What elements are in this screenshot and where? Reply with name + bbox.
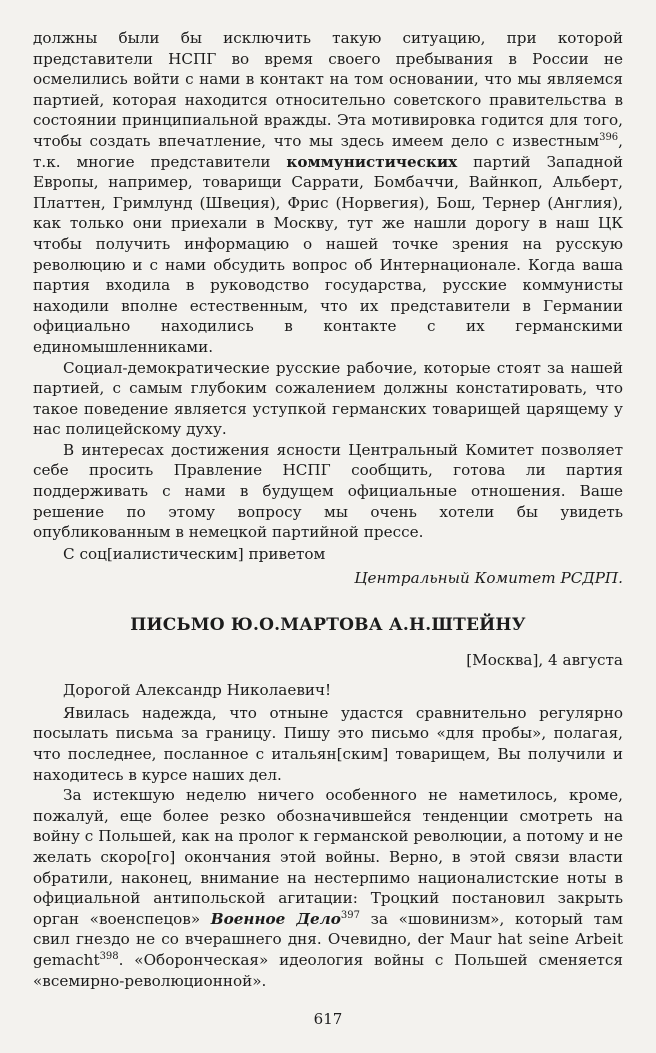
text-run: . «Оборонческая» идеология войны с Польшей сменяется «всемирно-революционной».: [33, 950, 623, 990]
footnote-ref-398[interactable]: 398: [99, 950, 119, 962]
dateline: [Москва], 4 августа: [466, 650, 623, 669]
paragraph-3: В интересах достижения ясности Центральный Комитет позволяет себе просить Правление НСПГ сообщить, готова ли партия поддерживать с нами в будущем официальные отношения. Ваше решение по этому вопросу мы очень хотели бы увидеть опубликованным в немецкой партийной прессе.: [33, 440, 623, 542]
paragraph-2: Социал-демократические русские рабочие, которые стоят за нашей партией, с самым глубоким сожалением должны констатировать, что такое поведение является уступкой германских товарищей царящему у нас полицейскому духу.: [33, 358, 623, 439]
bold-text: коммунистических: [286, 152, 458, 171]
text-run: за «шовинизм», который там свил гнездо не со вчерашнего дня. Очевидно, der Maur hat seine Arbeit gemacht: [33, 909, 623, 969]
text-run: , т.к. многие представители: [33, 131, 623, 171]
paragraph-4: Явилась надежда, что отныне удастся сравнительно регулярно посылать письма за границу. Пишу это письмо «для пробы», полагая, что последнее, посланное с итальян[ским] товарищем, Вы получили и находитесь в курсе наших дел.: [33, 703, 623, 784]
paragraph-1: [33, 28, 623, 358]
page-number: 617: [313, 1010, 343, 1028]
letter-heading: ПИСЬМО Ю.О.МАРТОВА А.Н.ШТЕЙНУ: [130, 615, 526, 636]
paragraph-5: [33, 785, 623, 991]
footnote-ref-396[interactable]: 396: [599, 131, 619, 143]
salutation: Дорогой Александр Николаевич!: [63, 681, 332, 700]
text-run: партий Западной Европы, например, товарищи Саррати, Бомбаччи, Вайнкоп, Альберт, Платтен, Гримлунд (Швеция), Фрис (Норвегия), Бош, Тернер (Англия), как только они приехали в Москву, тут же нашли дорогу в наш ЦК чтобы получить информацию о нашей точке зрения на русскую революцию и с нами обсудить вопрос об Интернационале. Когда ваша партия входила в руководство государства, русские коммунисты находили вполне естественным, что их представители в Германии официально находились в контакте с их германскими единомышленниками.: [33, 152, 623, 356]
newspaper-title: Военное Дело: [210, 909, 341, 928]
text-run: должны были бы исключить такую ситуацию, при которой представители НСПГ во время своего пребывания в России не осмелились войти с нами в контакт на том основании, что мы являемся партией, которая находится относительно советского правительства в состоянии принципиальной вражды. Эта мотивировка годится для того, чтобы создать впечатление, что мы здесь имеем дело с известным: [33, 29, 623, 150]
sign-off: С соц[иалистическим] приветом: [63, 544, 326, 563]
text-run: За истекшую неделю ничего особенного не наметилось, кроме, пожалуй, еще более резко обозначившейся тенденции смотреть на войну с Польшей, как на пролог к германской революции, а потому и не желать скоро[го] окончания этой войны. Верно, в этой связи власти обратили, наконец, внимание на нестерпимо националистские ноты в официальной антипольской агитации: Троцкий постановил закрыть орган «военспецов»: [33, 786, 623, 928]
footnote-ref-397[interactable]: 397: [340, 909, 360, 921]
signature: Центральный Комитет РСДРП.: [354, 569, 623, 588]
